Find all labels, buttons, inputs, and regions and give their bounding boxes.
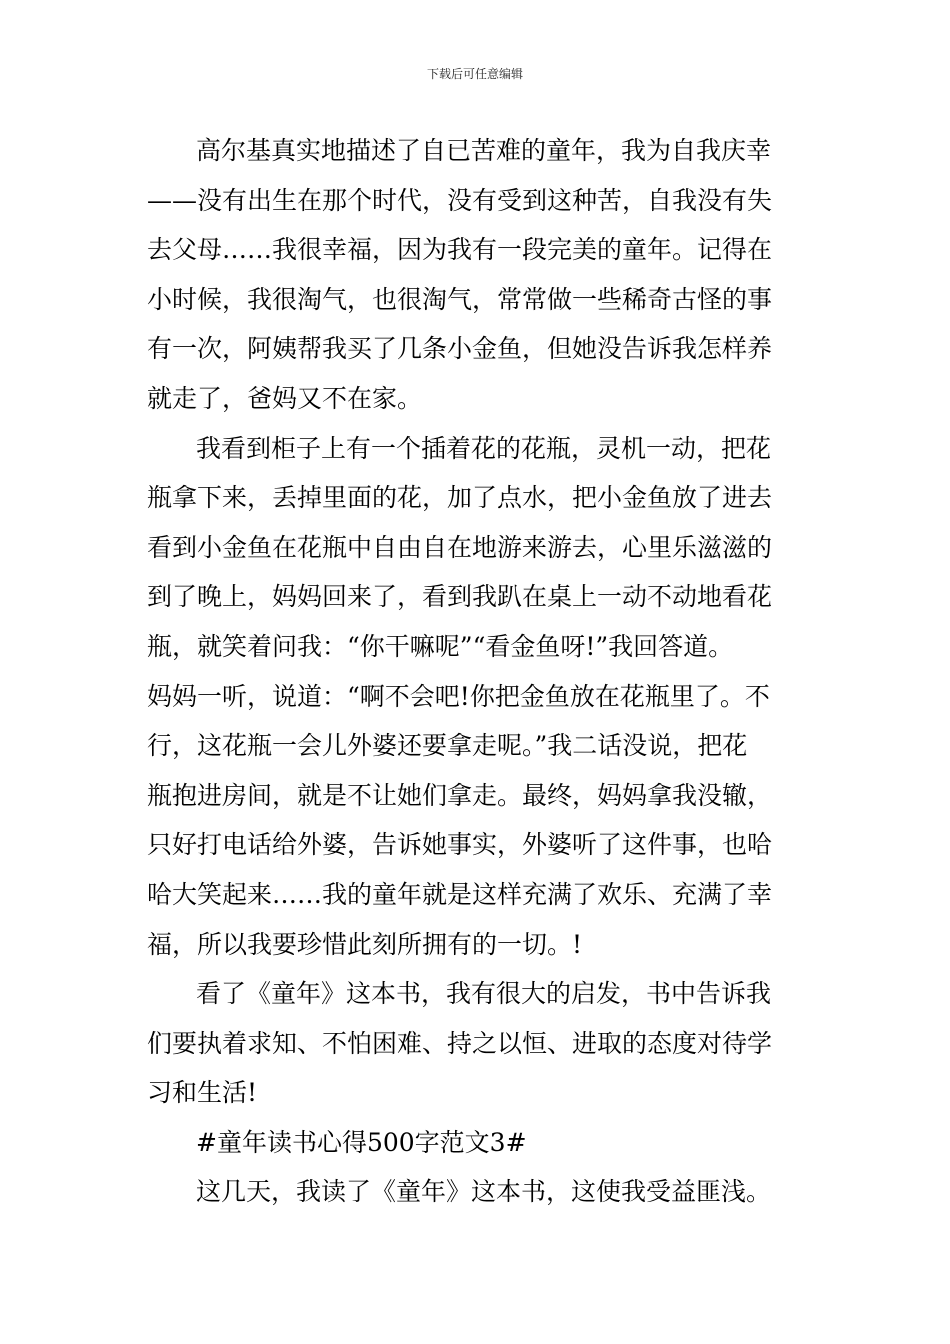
text-line: 我看到柜子上有一个插着花的花瓶，灵机一动，把花 (196, 433, 772, 463)
page-header: 下载后可任意编辑 (426, 67, 523, 81)
text-line: 这几天，我读了《童年》这本书，这使我受益匪浅。 (196, 1177, 772, 1207)
text-line: 高尔基真实地描述了自已苦难的童年，我为自我庆幸 (196, 136, 772, 165)
text-line: 习和生活! (147, 1078, 258, 1108)
text-line: 行，这花瓶一会儿外婆还要拿走呢。”我二话没说，把花 (147, 731, 748, 761)
text-line: 去父母……我很幸福，因为我有一段完美的童年。记得在 (147, 235, 773, 265)
text-line: 有一次，阿姨帮我买了几条小金鱼，但她没告诉我怎样养 (147, 334, 773, 364)
text-line: 瓶，就笑着问我：“你干嘛呢”“看金鱼呀!”我回答道。 (147, 631, 734, 661)
text-line: #童年读书心得500字范文3# (196, 1127, 527, 1157)
text-line: 瓶抱进房间，就是不让她们拿走。最终，妈妈拿我没辙， (147, 780, 773, 810)
text-line: 妈妈一听，说道：“啊不会吧!你把金鱼放在花瓶里了。不 (147, 681, 770, 711)
text-line: 小时候，我很淘气，也很淘气，常常做一些稀奇古怪的事 (147, 284, 773, 314)
text-line: ——没有出生在那个时代，没有受到这种苦，自我没有失 (147, 185, 773, 215)
text-line: 到了晚上，妈妈回来了，看到我趴在桌上一动不动地看花 (147, 582, 773, 612)
text-line: 瓶拿下来，丢掉里面的花，加了点水，把小金鱼放了进去 (147, 483, 773, 513)
text-line: 看到小金鱼在花瓶中自由自在地游来游去，心里乐滋滋的 (147, 532, 773, 562)
document-body (147, 126, 807, 1217)
text-line: 看了《童年》这本书，我有很大的启发，书中告诉我 (196, 979, 772, 1009)
text-line: 福，所以我要珍惜此刻所拥有的一切。! (147, 929, 583, 959)
text-line: 只好打电话给外婆，告诉她事实，外婆听了这件事，也哈 (147, 830, 773, 860)
text-line: 们要执着求知、不怕困难、持之以恒、进取的态度对待学 (147, 1028, 773, 1058)
text-line: 就走了，爸妈又不在家。 (147, 383, 423, 413)
text-line: 哈大笑起来……我的童年就是这样充满了欢乐、充满了幸 (147, 879, 773, 909)
